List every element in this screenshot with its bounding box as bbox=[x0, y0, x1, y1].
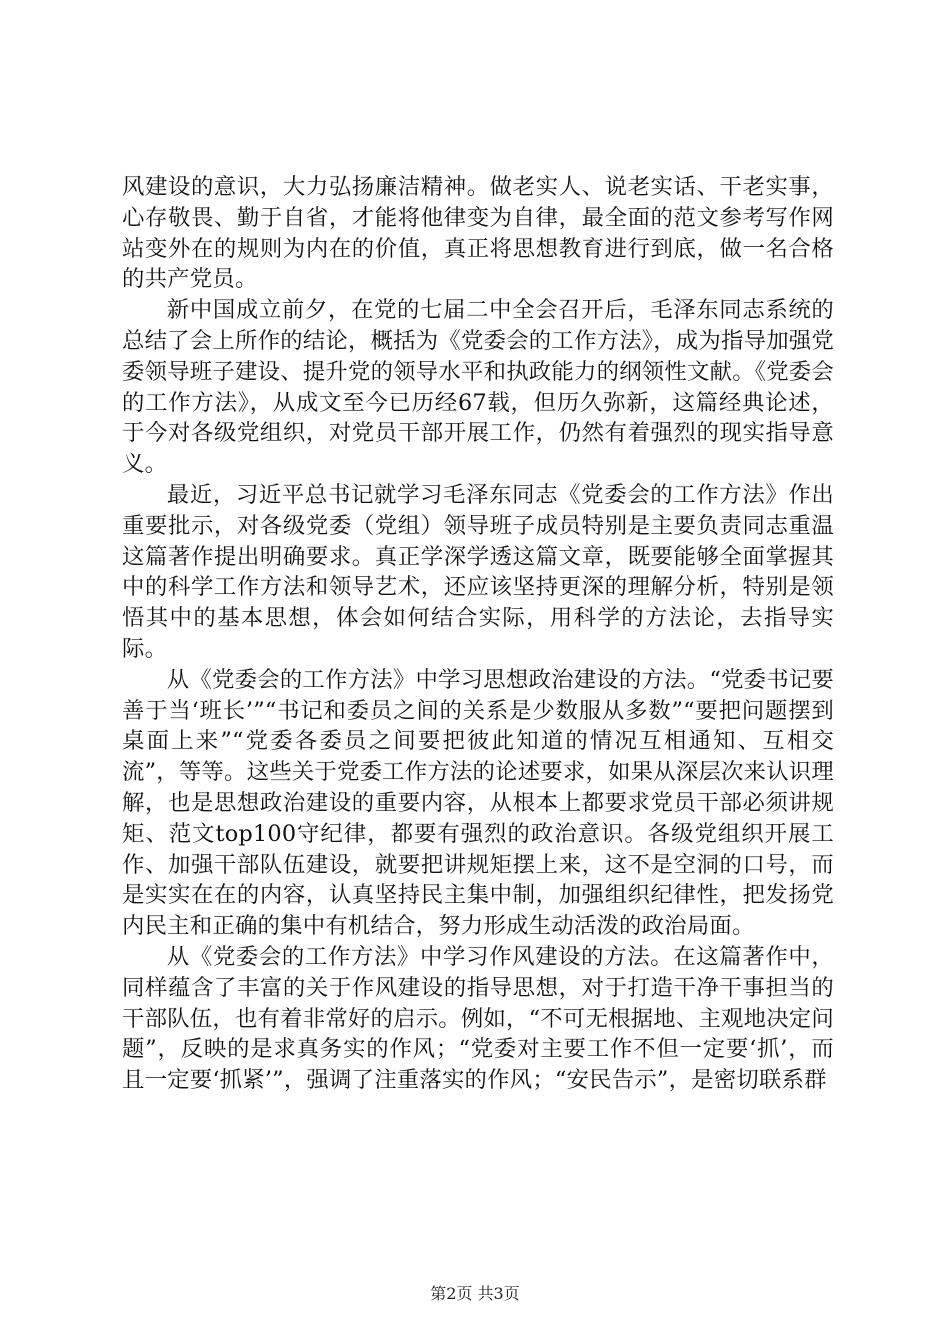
paragraph: 从《党委会的工作方法》中学习作风建设的方法。在这篇著作中，同样蕴含了丰富的关于作风建设的指导思想，对于打造干净干事担当的干部队伍，也有着非常好的启示。例如，“不可无根据地、主观地决定问题”，反映的是求真务实的作风；“党委对主要工作不但一定要‘抓’，而且一定要‘抓紧’”，强调了注重落实的作风；“安民告示”，是密切联系群 bbox=[122, 943, 834, 1094]
document-body bbox=[122, 172, 834, 1096]
paragraph: 从《党委会的工作方法》中学习思想政治建设的方法。“党委书记要善于当‘班长’”“书记和委员之间的关系是少数服从多数”“要把问题摆到桌面上来”“党委各委员之间要把彼此知道的情况互相通知、互相交流”，等等。这些关于党委工作方法的论述要求，如果从深层次来认识理解，也是思想政治建设的重要内容，从根本上都要求党员干部必须讲规矩、范文top100守纪律，都要有强烈的政治意识。各级党组织开展工作、加强干部队伍建设，就要把讲规矩摆上来，这不是空洞的口号，而是实实在在的内容，认真坚持民主集中制，加强组织纪律性，把发扬党内民主和正确的集中有机结合，努力形成生动活泼的政治局面。 bbox=[122, 666, 834, 940]
paragraph: 新中国成立前夕，在党的七届二中全会召开后，毛泽东同志系统的总结了会上所作的结论，概括为《党委会的工作方法》，成为指导加强党委领导班子建设、提升党的领导水平和执政能力的纲领性文献。《党委会的工作方法》，从成文至今已历经67载，但历久弥新，这篇经典论述，于今对各级党组织，对党员干部开展工作，仍然有着强烈的现实指导意义。 bbox=[122, 297, 834, 478]
paragraph-continuation: 风建设的意识，大力弘扬廉洁精神。做老实人、说老实话、干老实事，心存敬畏、勤于自省，才能将他律变为自律，最全面的范文参考写作网站变外在的规则为内在的价值，真正将思想教育进行到底，做一名合格的共产党员。 bbox=[122, 174, 834, 293]
page-footer: 第2页 共3页 bbox=[430, 1284, 520, 1303]
paragraph: 最近，习近平总书记就学习毛泽东同志《党委会的工作方法》作出重要批示，对各级党委（党组）领导班子成员特别是主要负责同志重温这篇著作提出明确要求。真正学深学透这篇文章，既要能够全面掌握其中的科学工作方法和领导艺术，还应该坚持更深的理解分析，特别是领悟其中的基本思想，体会如何结合实际，用科学的方法论，去指导实际。 bbox=[122, 481, 834, 662]
